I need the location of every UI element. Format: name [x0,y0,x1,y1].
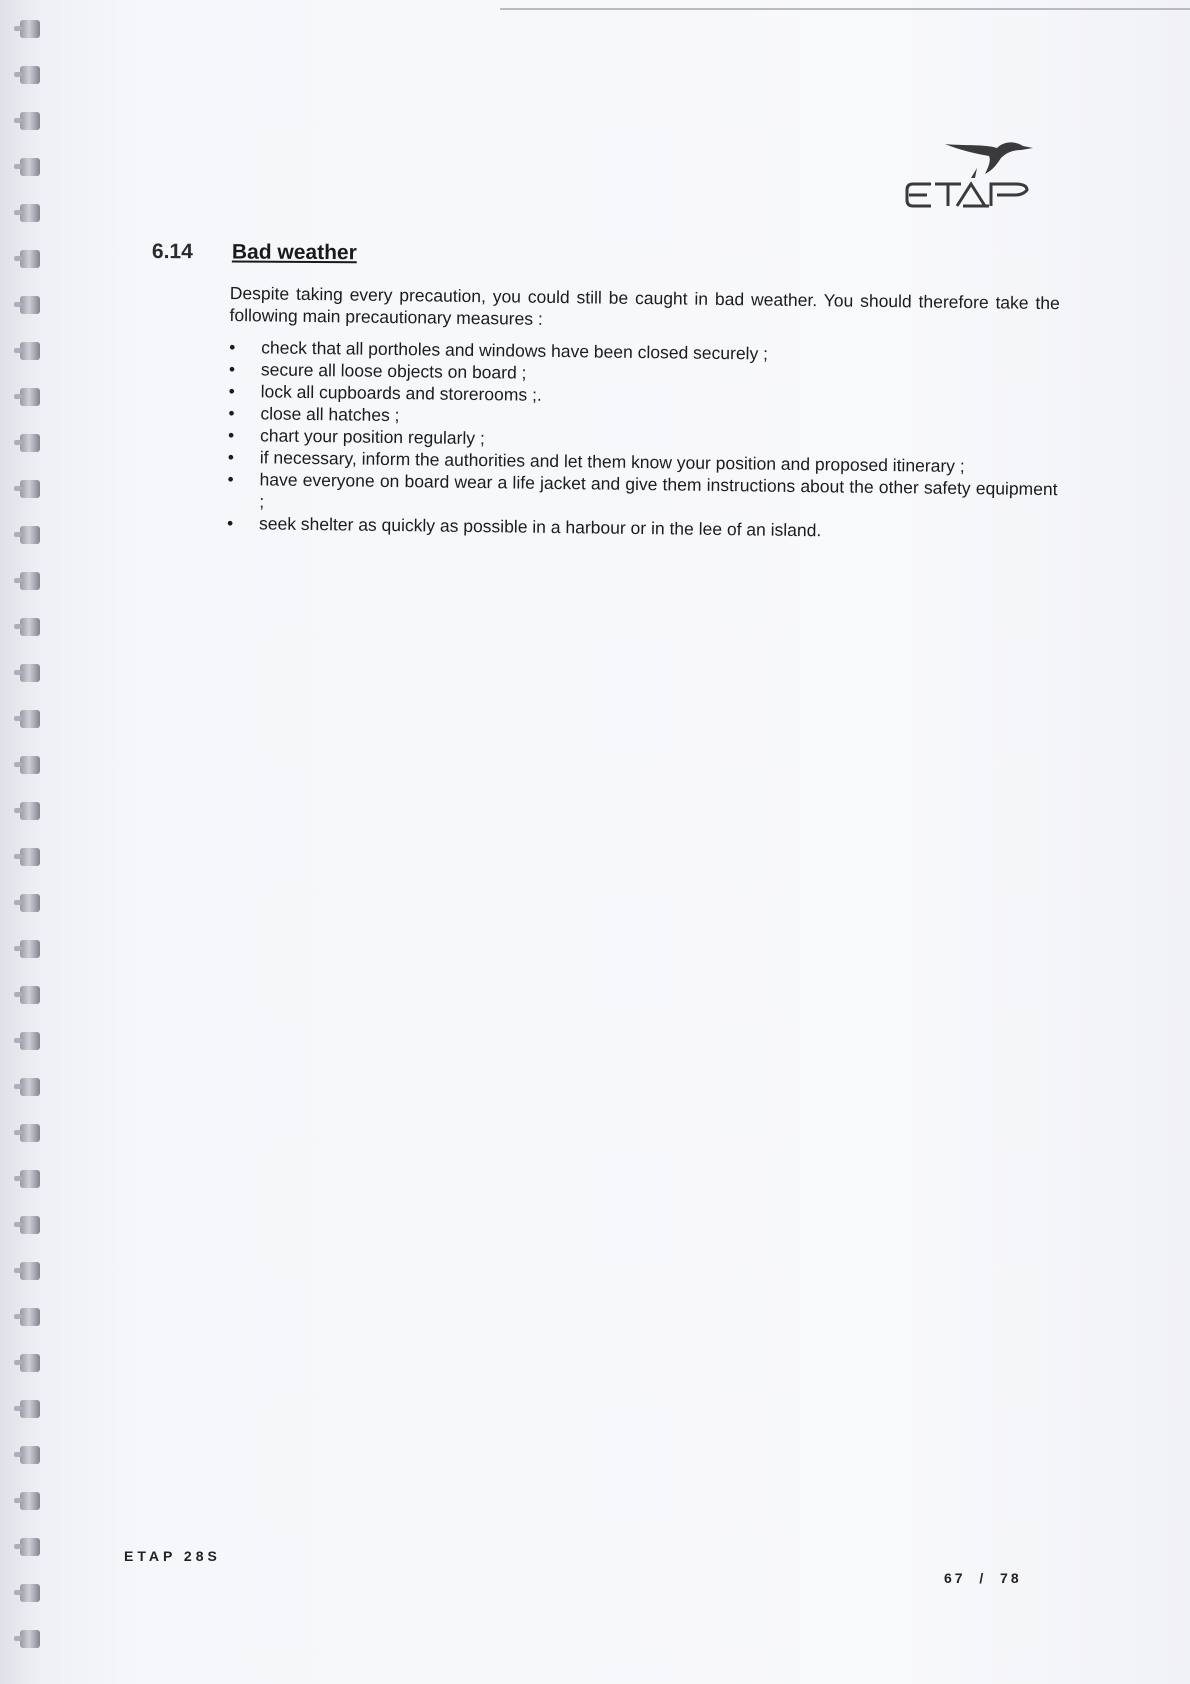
intro-paragraph: Despite taking every precaution, you could still be caught in bad weather. You should therefore take the following main precautionary measures : [229,282,1060,329]
binding-coil [20,342,40,360]
binding-coil [20,1630,40,1648]
binding-coil [20,894,40,912]
binding-coil [20,1492,40,1510]
binding-coil [20,618,40,636]
binding-coil [20,710,40,728]
precaution-list [227,336,1059,544]
binding-coil [20,296,40,314]
binding-coil [20,388,40,406]
binding-coil [20,986,40,1004]
binding-coil [20,1078,40,1096]
binding-coil [20,940,40,958]
binding-coil [20,664,40,682]
spiral-binding [8,20,38,1660]
page-separator: / [979,1570,987,1586]
binding-coil [20,158,40,176]
section-number: 6.14 [151,240,193,264]
binding-coil [20,1584,40,1602]
etap-wordmark [907,184,1027,206]
bird-icon [945,142,1033,178]
binding-coil [20,1538,40,1556]
binding-coil [20,66,40,84]
page-current: 67 [944,1570,966,1586]
page-number [944,1570,1022,1586]
list-item-text: lock all cupboards and storerooms ;. [260,381,542,405]
binding-coil [20,756,40,774]
footer-model: ETAP 28S [124,1548,221,1564]
binding-coil [20,1262,40,1280]
list-item-text: seek shelter as quickly as possible in a harbour or in the lee of an island. [258,513,822,541]
top-rule [500,8,1190,10]
binding-coil [20,572,40,590]
bullet-icon: • [228,424,235,446]
binding-coil [20,434,40,452]
binding-coil [20,848,40,866]
bullet-icon: • [226,512,234,534]
section-heading [151,240,1052,265]
bullet-icon: • [228,358,236,380]
etap-logo [905,138,1055,218]
binding-coil [20,802,40,820]
binding-coil [20,1446,40,1464]
binding-coil [20,204,40,222]
binding-coil [20,1032,40,1050]
bullet-icon: • [229,336,236,358]
page-total: 78 [1000,1570,1022,1586]
binding-coil [20,1354,40,1372]
bullet-icon: • [227,446,235,468]
bullet-icon: • [227,468,234,490]
section-body [227,282,1060,544]
list-item-text: if necessary, inform the authorities and let them know your position and proposed itinerary ; [259,447,965,476]
binding-coil [20,112,40,130]
bullet-icon: • [228,402,235,424]
list-item-text: check that all portholes and windows have been closed securely ; [261,337,769,364]
binding-coil [20,1400,40,1418]
section-title: Bad weather [231,240,357,265]
binding-coil [20,20,40,38]
list-item-text: close all hatches ; [260,403,400,426]
binding-coil [20,480,40,498]
binding-coil [20,1308,40,1326]
binding-coil [20,1170,40,1188]
binding-coil [20,1216,40,1234]
binding-coil [20,526,40,544]
binding-coil [20,250,40,268]
list-item-text: secure all loose objects on board ; [260,359,527,383]
bullet-icon: • [228,380,235,402]
binding-coil [20,1124,40,1142]
list-item-text: have everyone on board wear a life jacket and give them instructions about the other safety equipment ; [259,469,1058,512]
list-item-text: chart your position regularly ; [260,425,485,449]
